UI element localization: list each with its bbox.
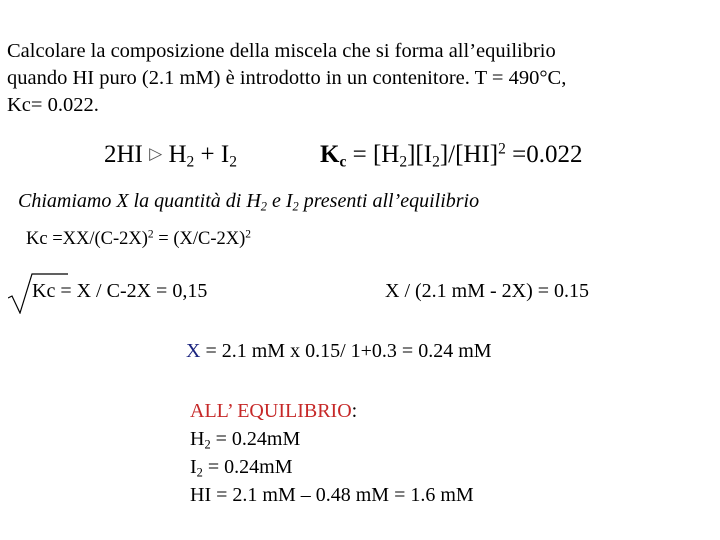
kc-part: = [H — [346, 141, 400, 168]
assumption-text: presenti all’equilibrio — [298, 190, 480, 212]
reactant: 2HI — [104, 141, 143, 168]
kc-sub: 2 — [432, 153, 440, 171]
assumption-sub: 2 — [292, 199, 299, 214]
kc-part: ]/[HI] — [439, 141, 499, 168]
reaction-equation — [104, 141, 237, 169]
x-result — [186, 340, 492, 363]
product-h-subscript: 2 — [186, 153, 195, 171]
kc-sup: 2 — [498, 140, 506, 158]
kc-formula-sup: 2 — [147, 228, 154, 241]
hi-result: HI = 2.1 mM – 0.48 mM = 1.6 mM — [190, 484, 474, 506]
kc-formula-part: = (X/C-2X) — [153, 229, 246, 249]
assumption-sub: 2 — [260, 199, 267, 214]
sqrt-equation: Kc = X / C-2X = 0,15 — [32, 280, 208, 302]
assumption-text: e I — [267, 190, 293, 212]
kc-formula-sup: 2 — [245, 228, 252, 241]
kc-part: ][I — [407, 141, 433, 168]
kc-formula — [26, 229, 251, 250]
i2-result: $I_2 = 0.24mM$ — [190, 456, 293, 480]
x-equation: X / (2.1 mM - 2X) = 0.15 — [385, 280, 590, 302]
assumption-line — [18, 190, 479, 213]
equilibrium-heading — [190, 397, 474, 425]
assumption-text: Chiamiamo X la quantità di H — [18, 190, 261, 212]
heading-text: ALL’ EQUILIBRIO — [190, 400, 352, 422]
kc-symbol: $K_c$ — [320, 141, 347, 171]
heading-colon: : — [351, 400, 358, 422]
problem-line-3: Kc= 0.022. — [7, 94, 99, 116]
h2-result: $H_2 = 0.24mM$ — [190, 428, 301, 452]
kc-expression — [320, 141, 582, 169]
kc-formula-part: Kc =XX/(C-2X) — [26, 229, 148, 249]
kc-value: =0.022 — [505, 141, 583, 168]
problem-statement — [7, 38, 566, 119]
product-i: + I — [194, 141, 230, 168]
product-i-subscript: 2 — [229, 153, 237, 171]
problem-line-2: quando HI puro (2.1 mM) è introdotto in un contenitore. T = 490°C, — [7, 67, 567, 89]
equilibrium-arrow-icon: ▷ — [149, 144, 163, 164]
product-h: H — [168, 141, 187, 168]
x-result-text: = 2.1 mM x 0.15/ 1+0.3 = 0.24 mM — [200, 340, 492, 362]
problem-line-1: Calcolare la composizione della miscela che si forma all’equilibrio — [7, 40, 556, 62]
x-variable: X — [186, 340, 201, 362]
equilibrium-results — [190, 397, 474, 509]
kc-sub: 2 — [399, 153, 408, 171]
